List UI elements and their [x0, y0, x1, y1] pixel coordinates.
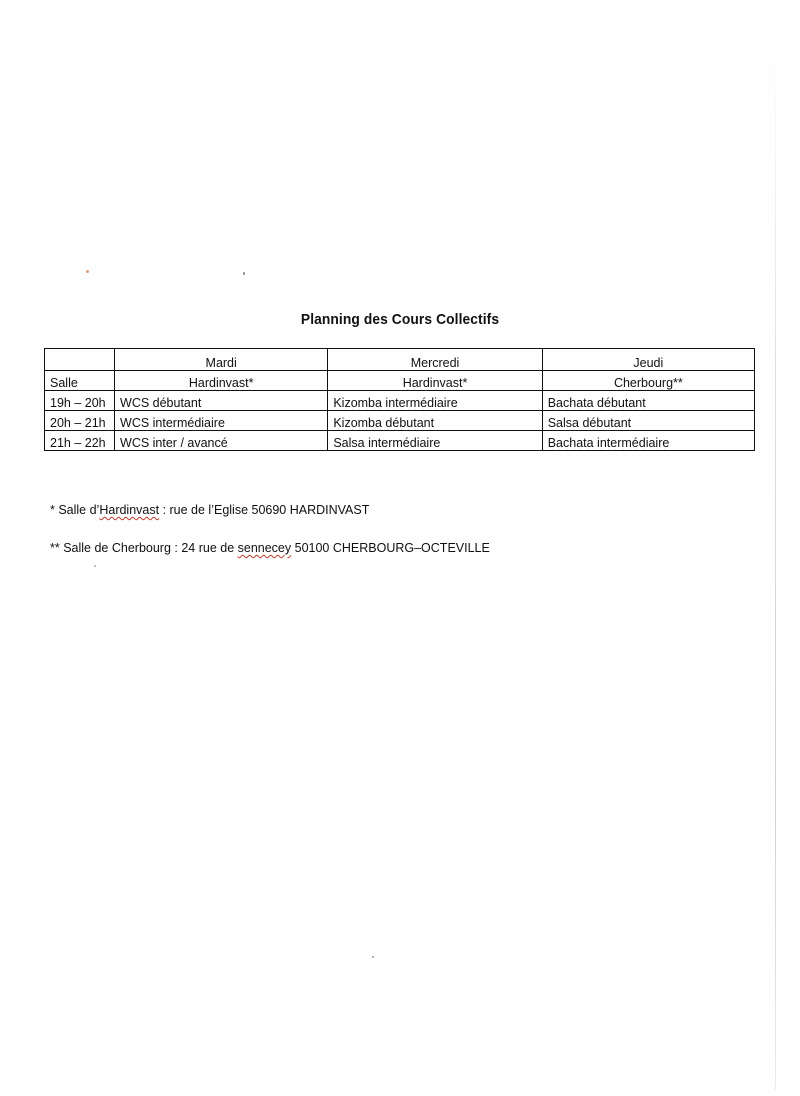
table-row [45, 391, 755, 411]
footnote-address: 50100 CHERBOURG–OCTEVILLE [291, 541, 490, 555]
footnote-cherbourg [50, 541, 490, 555]
day-header-jeudi: Jeudi [542, 349, 754, 371]
course-cell [328, 391, 542, 411]
course-cell: WCS inter / avancé [115, 431, 328, 451]
course-name: Kizomba débutant [333, 416, 435, 430]
time-slot-cell: 20h – 21h [45, 411, 115, 431]
course-name: Bachata débutant [547, 396, 646, 410]
header-row-days [45, 349, 755, 371]
footnote-address: : rue de l’Eglise 50690 HARDINVAST [159, 503, 370, 517]
header-row-rooms [45, 371, 755, 391]
time-slot-cell: 19h – 20h [45, 391, 115, 411]
scan-speck [94, 565, 96, 567]
scan-edge-shadow [775, 60, 776, 1090]
room-cell-mercredi [328, 371, 542, 391]
course-cell [328, 411, 542, 431]
room-cell-jeudi [542, 371, 754, 391]
table-row [45, 431, 755, 451]
course-cell: Salsa débutant [542, 411, 754, 431]
course-name: Bachata intermédiaire [547, 436, 670, 450]
course-cell [542, 431, 754, 451]
room-name: Hardinvast* [188, 376, 254, 390]
footnote-prefix: * Salle d’ [50, 503, 100, 517]
page-title: Planning des Cours Collectifs [300, 311, 500, 328]
table-row [45, 411, 755, 431]
course-cell [542, 391, 754, 411]
course-cell: WCS débutant [115, 391, 328, 411]
day-header-mercredi: Mercredi [328, 349, 542, 371]
time-slot-cell: 21h – 22h [45, 431, 115, 451]
course-cell: Salsa intermédiaire [328, 431, 542, 451]
schedule-table [44, 348, 755, 451]
course-name: Kizomba intermédiaire [333, 396, 458, 410]
scan-speck [372, 956, 374, 958]
footnote-prefix: ** Salle de Cherbourg : 24 rue de [50, 541, 238, 555]
day-header-mardi: Mardi [115, 349, 328, 371]
room-label-cell: Salle [45, 371, 115, 391]
scan-speck [243, 272, 245, 275]
footnote-underlined-word: sennecey [237, 541, 292, 555]
room-name: Cherbourg** [613, 376, 683, 390]
room-name: Hardinvast* [402, 376, 468, 390]
course-cell: WCS intermédiaire [115, 411, 328, 431]
footnote-hardinvast [50, 503, 369, 517]
scan-speck [86, 270, 89, 273]
room-cell-mardi [115, 371, 328, 391]
footnote-underlined-word: Hardinvast [99, 503, 160, 517]
empty-corner-cell [45, 349, 115, 371]
